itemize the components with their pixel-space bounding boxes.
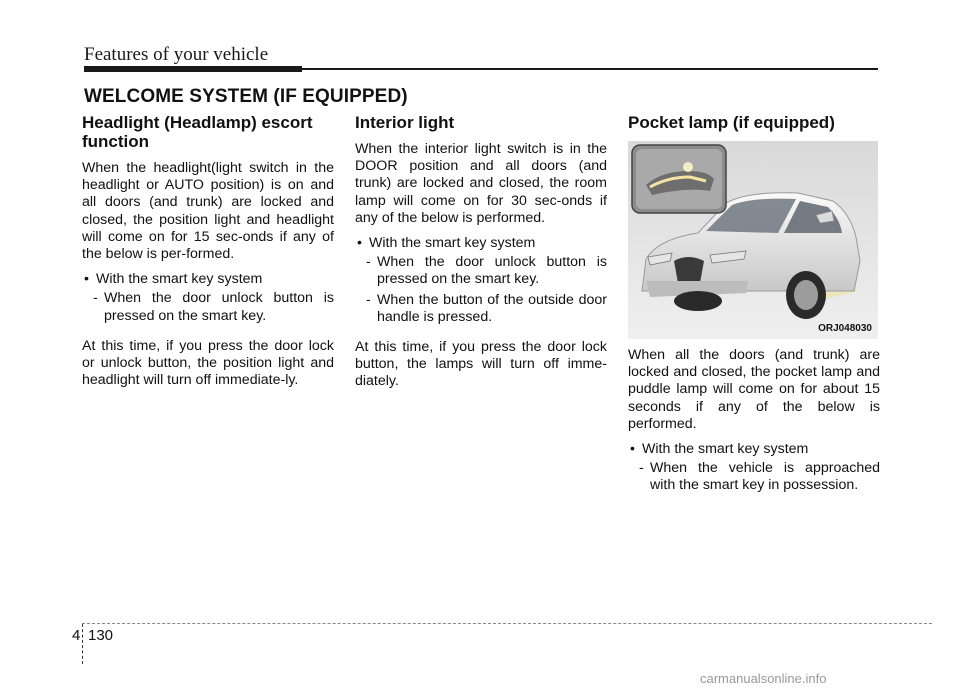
paragraph: When the headlight(light switch in the headlight or AUTO position) is on and all doors (and trunk) are locked and closed, the position light and headlight will come on for 15 sec-onds if any of the below is per-formed. xyxy=(82,160,334,263)
car-illustration xyxy=(628,141,878,339)
column-headlight-escort xyxy=(82,113,334,397)
bullet-item: • With the smart key system xyxy=(355,235,607,252)
header-rule-thick xyxy=(84,66,302,72)
column-pocket-lamp xyxy=(628,113,880,498)
bullet-item: • With the smart key system xyxy=(628,441,880,458)
running-header: Features of your vehicle xyxy=(84,44,269,65)
sub-item: - When the door unlock button is pressed on the smart key. xyxy=(355,254,607,288)
sub-item: - When the button of the outside door handle is pressed. xyxy=(355,292,607,326)
bullet-item: • With the smart key system xyxy=(82,271,334,288)
figure-code: ORJ048030 xyxy=(818,322,872,334)
header-rule xyxy=(84,66,878,72)
sub-item: - When the vehicle is approached with the smart key in possession. xyxy=(628,460,880,494)
heading-headlight-escort: Headlight (Headlamp) escort function xyxy=(82,113,313,151)
footer-rule xyxy=(82,623,932,624)
heading-interior-light: Interior light xyxy=(355,113,455,132)
paragraph: When the interior light switch is in the DOOR position and all doors (and trunk) are locked and closed, the room lamp will come on for 30 sec-onds if any of the below is performed. xyxy=(355,141,607,226)
section-title: WELCOME SYSTEM (IF EQUIPPED) xyxy=(84,86,408,107)
footer-separator xyxy=(82,624,83,664)
page-number: 130 xyxy=(88,627,114,644)
car-image xyxy=(628,141,878,339)
heading-pocket-lamp: Pocket lamp (if equipped) xyxy=(628,113,835,132)
column-interior-light xyxy=(355,113,607,399)
paragraph: At this time, if you press the door lock or unlock button, the position light and headlight will turn off immediate-ly. xyxy=(82,337,334,389)
header-rule-thin xyxy=(302,68,878,70)
chapter-number: 4 xyxy=(72,627,81,644)
watermark: carmanualsonline.info xyxy=(700,671,827,686)
sub-item: - When the door unlock button is pressed on the smart key. xyxy=(82,290,334,324)
paragraph: At this time, if you press the door lock button, the lamps will turn off imme-diately. xyxy=(355,339,607,390)
paragraph: When all the doors (and trunk) are locked and closed, the pocket lamp and puddle lamp will come on for about 15 seconds if any of the below is performed. xyxy=(628,347,880,432)
